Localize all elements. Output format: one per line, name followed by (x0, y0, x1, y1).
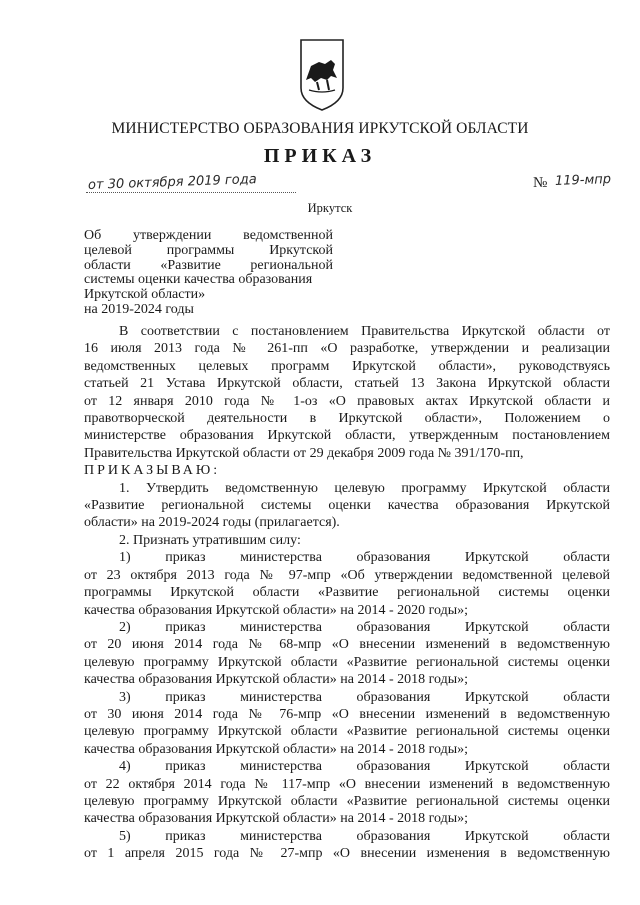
subject-line: области «Развитие региональной (84, 257, 333, 273)
body-line: от 23 октября 2013 года № 97-мпр «Об утверждении ведомственной целевой (84, 567, 610, 583)
body-line: 16 июля 2013 года № 261-пп «О разработке, утверждении и реализации (84, 341, 610, 357)
ministry-name: МИНИСТЕРСТВО ОБРАЗОВАНИЯ ИРКУТСКОЙ ОБЛАСТИ (111, 120, 529, 137)
body-line: правотворческой деятельности в Иркутской области», Положением о (84, 411, 610, 427)
body-line: качества образования Иркутской области» на 2014 - 2018 годы»; (84, 672, 469, 688)
body-line: статьей 21 Устава Иркутской области, статьей 13 Закона Иркутской области (84, 376, 610, 392)
body-line: целевую программу Иркутской области «Развитие региональной системы оценки (84, 724, 610, 740)
subject-line: системы оценки качества образования (84, 272, 313, 288)
body-line: от 12 января 2010 года № 1-оз «О правовых актах Иркутской области и (84, 393, 610, 409)
body-line: целевую программу Иркутской области «Развитие региональной системы оценки (84, 793, 610, 809)
order-directive: ПРИКАЗЫВАЮ: (84, 463, 221, 479)
body-line: от 30 июня 2014 года № 76-мпр «О внесении изменений в ведомственную (84, 706, 610, 722)
body-line: 2. Признать утратившим силу: (119, 532, 301, 548)
date-underline (86, 192, 296, 193)
body-line: 1. Утвердить ведомственную целевую программу Иркутской области (119, 480, 610, 496)
city-name: Иркутск (307, 201, 353, 215)
order-date-field (86, 172, 296, 197)
body-line: от 22 октября 2014 года № 117-мпр «О внесении изменений в ведомственную (84, 776, 610, 792)
body-line: качества образования Иркутской области» на 2014 - 2020 годы»; (84, 602, 469, 618)
subject-line: Об утверждении ведомственной (84, 228, 333, 243)
body-line: целевую программу Иркутской области «Развитие региональной системы оценки (84, 654, 610, 670)
body-line: ведомственных целевых программ Иркутской области», руководствуясь (84, 358, 610, 374)
list-item: 3) приказ министерства образования Иркутской области (119, 689, 610, 705)
body-line: от 20 июня 2014 года № 68-мпр «О внесении изменений в ведомственную (84, 637, 610, 653)
body-line: В соответствии с постановлением Правительства Иркутской области от (119, 324, 610, 339)
list-item: 5) приказ министерства образования Иркутской области (119, 828, 610, 844)
subject-line: целевой программы Иркутской (84, 242, 333, 258)
document-type-title: ПРИКАЗ (263, 145, 377, 167)
order-subject (84, 229, 333, 318)
order-number-handwritten: 119-мпр (554, 172, 612, 189)
subject-line: на 2019-2024 годы (84, 301, 194, 317)
list-item: 4) приказ министерства образования Иркутской области (119, 759, 610, 775)
order-number-field (533, 173, 623, 197)
order-date-handwritten: от 30 октября 2019 года (87, 172, 257, 193)
body-line: министерстве образования Иркутской области, утвержденным постановлением (84, 428, 610, 444)
list-item: 1) приказ министерства образования Иркутской области (119, 550, 610, 566)
order-body (84, 323, 610, 863)
body-line: от 1 апреля 2015 года № 27-мпр «О внесении изменения в ведомственную (84, 846, 610, 862)
coat-of-arms-emblem (297, 36, 347, 114)
subject-line: Иркутской области» (84, 287, 206, 303)
body-line: качества образования Иркутской области» на 2014 - 2018 годы»; (84, 811, 469, 827)
body-line: программы Иркутской области «Развитие региональной системы оценки (84, 585, 610, 601)
body-line: «Развитие региональной системы оценки качества образования Иркутской (84, 498, 610, 514)
number-sign: № (533, 175, 548, 191)
body-line: Правительства Иркутской области от 29 декабря 2009 года № 391/170-пп, (84, 445, 524, 461)
list-item: 2) приказ министерства образования Иркутской области (119, 619, 610, 635)
body-line: области» на 2019-2024 годы (прилагается). (84, 515, 340, 531)
body-line: качества образования Иркутской области» на 2014 - 2018 годы»; (84, 741, 469, 757)
